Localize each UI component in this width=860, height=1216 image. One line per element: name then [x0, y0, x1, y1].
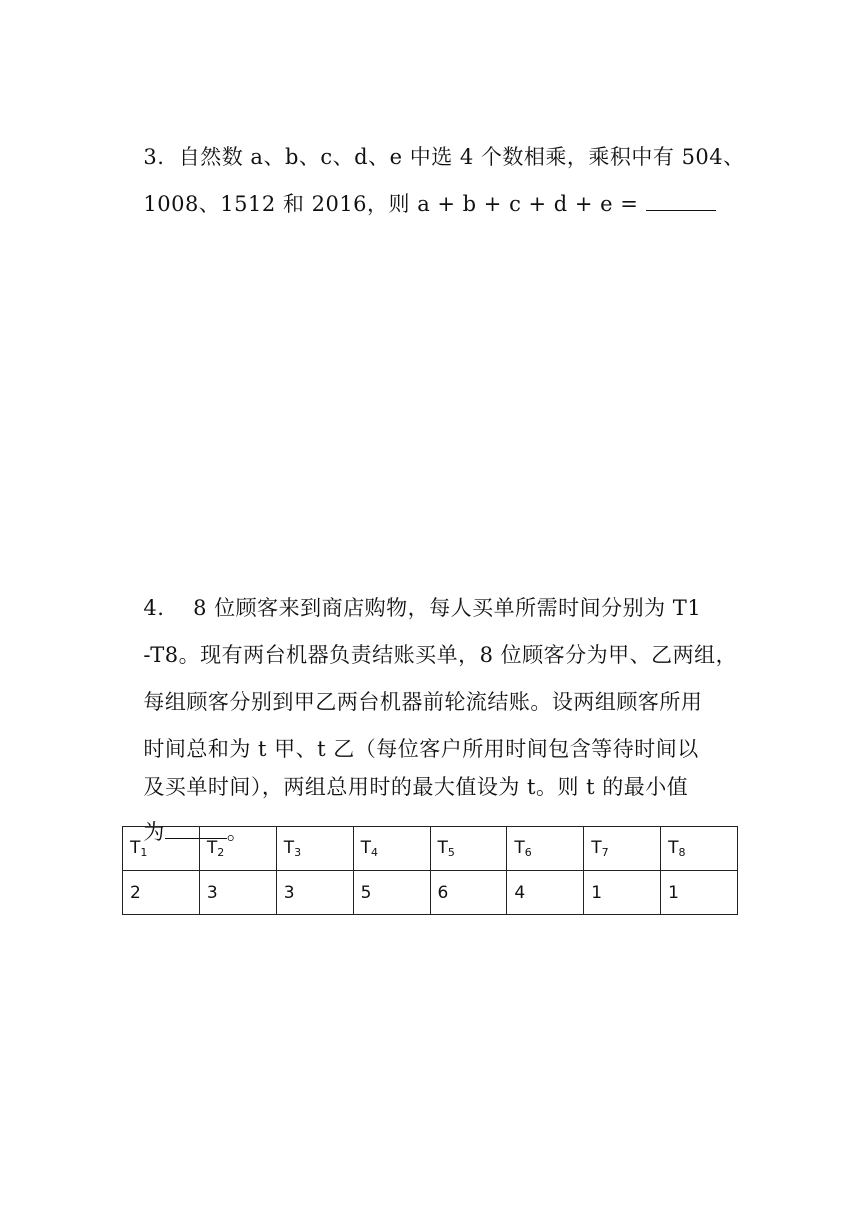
table-value-cell: 4 [507, 871, 584, 915]
problem-4-text-3: 每组顾客分别到甲乙两台机器前轮流结账。设两组顾客所用 [143, 690, 703, 714]
problem-4-text-6-suffix: 。 [226, 820, 249, 844]
problem-3-text-1: 3. 自然数 a、b、c、d、e 中选 4 个数相乘，乘积中有 504、 [143, 145, 745, 169]
table-header-row [123, 827, 738, 871]
table-value-cell: 3 [276, 871, 353, 915]
table-value-cell: 3 [199, 871, 276, 915]
table-value-cell: 6 [430, 871, 507, 915]
table-header-cell: $T_2$ [199, 827, 276, 871]
problem-4-text-5: 及买单时间），两组总用时的最大值设为 t。则 t 的最小值 [143, 775, 689, 799]
table-value-cell: 2 [123, 871, 200, 915]
problem-4-text-4: 时间总和为 t 甲、t 乙（每位客户所用时间包含等待时间以 [143, 737, 699, 761]
table-header-cell: $T_4$ [353, 827, 430, 871]
problem-3-text-2: 1008、1512 和 2016，则 a + b + c + d + e = [143, 192, 646, 216]
table-value-cell: 1 [661, 871, 738, 915]
table-header-cell: $T_8$ [661, 827, 738, 871]
table-value-cell: 5 [353, 871, 430, 915]
table-value-cell: 1 [584, 871, 661, 915]
table-header-cell: $T_7$ [584, 827, 661, 871]
problem-4-text-6-prefix: 为 [143, 820, 165, 844]
table-header-cell: $T_1$ [123, 827, 200, 871]
problem-4-text-2: -T8。现有两台机器负责结账买单，8 位顾客分为甲、乙两组， [143, 643, 738, 667]
answer-blank-3 [646, 190, 716, 211]
problem-3-line-2 [129, 162, 716, 218]
times-table [122, 826, 738, 915]
table-value-row [123, 871, 738, 915]
problem-4-text-1: 4. 8 位顾客来到商店购物，每人买单所需时间分别为 T1 [143, 596, 702, 620]
table-header-cell: $T_6$ [507, 827, 584, 871]
table-header-cell: $T_5$ [430, 827, 507, 871]
table-header-cell: $T_3$ [276, 827, 353, 871]
